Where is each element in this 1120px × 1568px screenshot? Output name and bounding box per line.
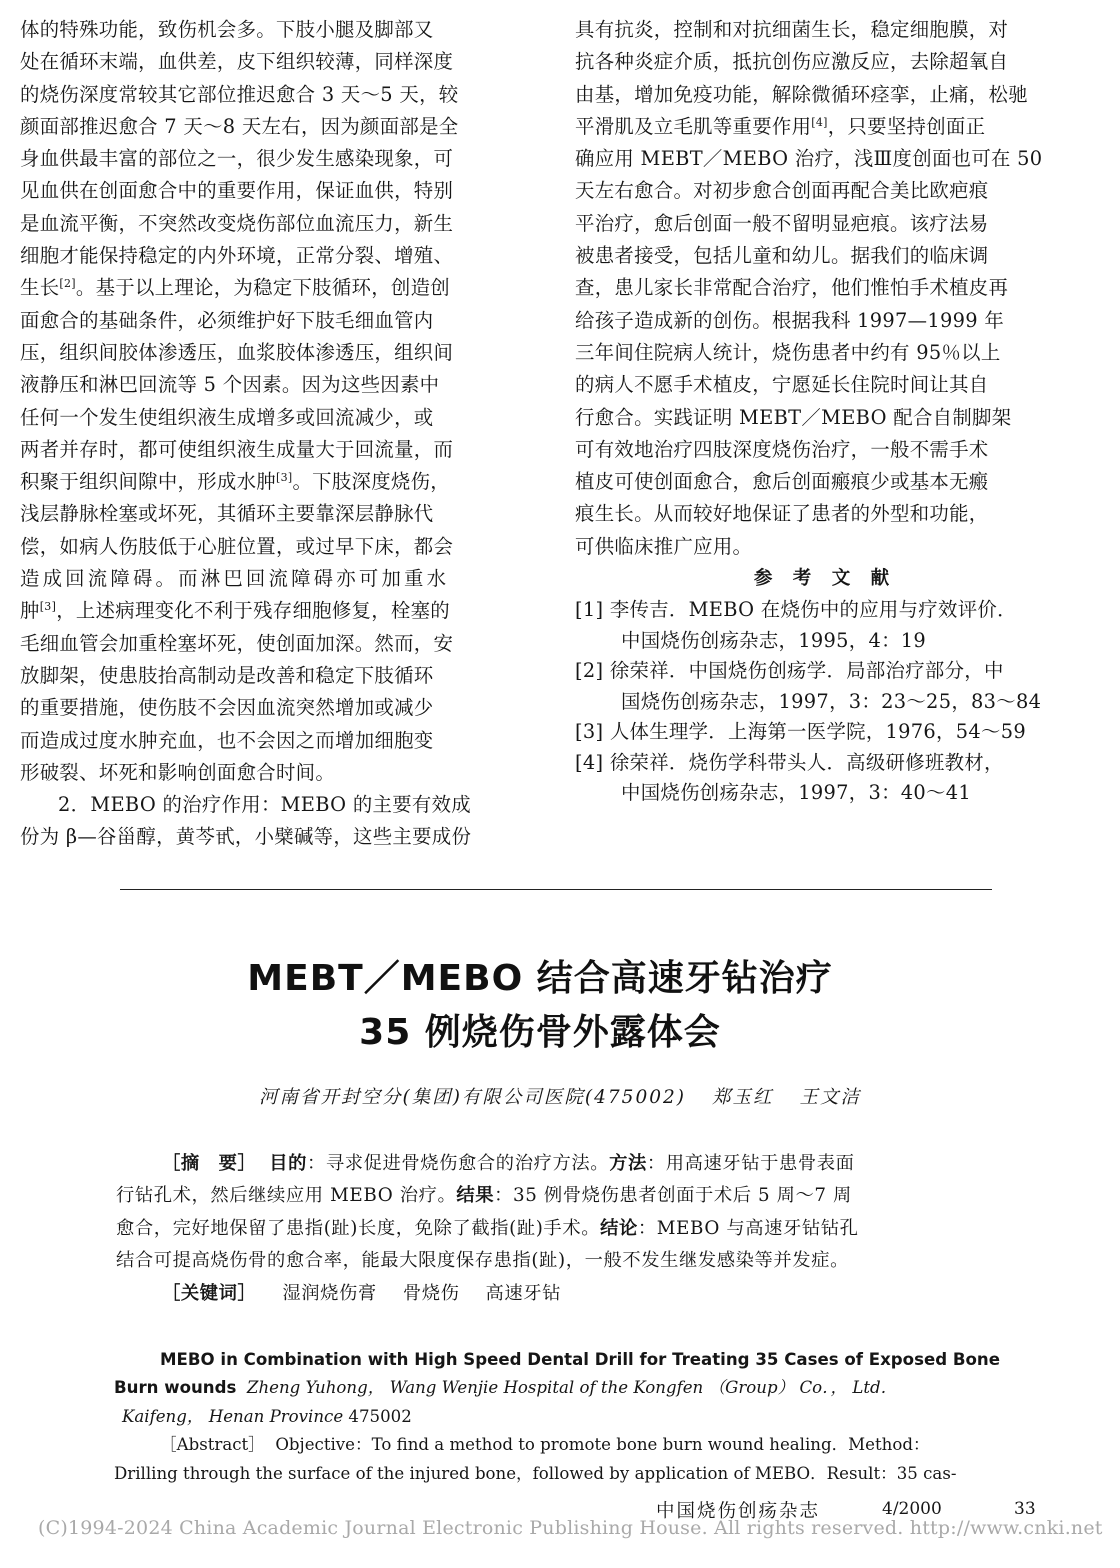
abstract-text: 行钻孔术，然后继续应用 MEBO 治疗。 — [116, 1185, 457, 1207]
text-line: 确应用 MEBT／MEBO 治疗，浅Ⅲ度创面也可在 50 — [575, 147, 1043, 171]
text-line — [575, 111, 1075, 143]
text-line: 痕生长。从而较好地保证了患者的外型和功能， — [575, 502, 989, 526]
copyright-watermark: (C)1994-2024 China Academic Journal Electronic Publishing House. All rights reserved. http://www.cnki.net — [38, 1517, 1103, 1539]
affiliation: 河南省开封空分(集团)有限公司医院(475002) — [258, 1087, 686, 1108]
keywords-line — [116, 1278, 986, 1310]
text-line: 由基，增加免疫功能，解除微循环痉挛，止痛，松驰 — [575, 82, 1028, 106]
right-column — [575, 14, 1075, 809]
text-line: 抗各种炎症介质，抵抗创伤应激反应，去除超氧自 — [575, 50, 1009, 74]
text-line: 2．MEBO 的治疗作用：MEBO 的主要有效成 — [58, 793, 471, 817]
footer-journal-name: 中国烧伤创疡杂志 — [656, 1501, 821, 1522]
english-title: MEBO in Combination with High Speed Dental Drill for Treating 35 Cases of Exposed Bone — [160, 1350, 1000, 1369]
text-line: 天左右愈合。对初步愈合创面再配合美比欧疤痕 — [575, 179, 989, 203]
abstract-line — [116, 1148, 986, 1180]
abstract-line — [116, 1180, 986, 1212]
abstract-line — [116, 1213, 986, 1245]
citation-ref: [2] — [59, 277, 76, 291]
reference-number: [4] — [575, 750, 604, 774]
english-abstract-text: Objective：To find a method to promote bone burn wound healing．Method： — [275, 1435, 930, 1455]
reference-number: [3] — [575, 720, 604, 744]
text-line: 平治疗，愈后创面一般不留明显疤痕。该疗法易 — [575, 211, 989, 235]
title-line: 35 例烧伤骨外露体会 — [359, 1012, 721, 1053]
text-line: 查，患儿家长非常配合治疗，他们惟怕手术植皮再 — [575, 276, 1009, 300]
reference-item — [575, 717, 1075, 748]
text-line: 造成回流障碍。而淋巴回流障碍亦可加重水 — [20, 567, 450, 591]
author-affiliation — [0, 1083, 1120, 1109]
reference-line: 中国烧伤创疡杂志，1995，4：19 — [621, 628, 927, 652]
author-name: 王文洁 — [799, 1087, 862, 1108]
article-title — [0, 952, 1080, 1060]
text-line: 见血供在创面愈合中的重要作用，保证血供，特别 — [20, 179, 454, 203]
text-line: 给孩子造成新的创伤。根据我科 1997—1999 年 — [575, 308, 1005, 332]
conclusion-label: 结论 — [600, 1217, 638, 1239]
english-title: Burn wounds — [114, 1378, 237, 1398]
reference-line — [575, 748, 1075, 779]
text-line: 可供临床推广应用。 — [575, 534, 753, 558]
reference-item — [575, 595, 1075, 656]
text-line: 的烧伤深度常较其它部位推迟愈合 3 天～5 天，较 — [20, 82, 459, 106]
text-line: 行愈合。实践证明 MEBT／MEBO 配合自制脚架 — [575, 405, 1012, 429]
text-line: 面愈合的基础条件，必须维护好下肢毛细血管内 — [20, 308, 434, 332]
text-line: 是血流平衡，不突然改变烧伤部位血流压力，新生 — [20, 211, 454, 235]
reference-text: 人体生理学．上海第一医学院，1976，54～59 — [609, 720, 1026, 744]
text-line: 被患者接受，包括儿童和幼儿。据我们的临床调 — [575, 244, 989, 268]
reference-line — [575, 717, 1075, 748]
text-fragment: ，上述病理变化不利于残存细胞修复，栓塞的 — [56, 599, 450, 623]
keyword: 骨烧伤 — [402, 1282, 460, 1304]
text-fragment: 平滑肌及立毛肌等重要作用 — [575, 114, 812, 138]
text-line: 任何一个发生使组织液生成增多或回流减少，或 — [20, 405, 434, 429]
references-heading: 参 考 文 献 — [753, 568, 897, 590]
reference-text: 徐荣祥．中国烧伤创疡学．局部治疗部分，中 — [609, 659, 1004, 683]
keyword: 湿润烧伤膏 — [282, 1282, 377, 1304]
text-fragment: 。基于以上理论，为稳定下肢循环，创造创 — [75, 276, 450, 300]
reference-item — [575, 748, 1075, 809]
english-abstract-line — [114, 1431, 984, 1459]
text-line: 放脚架，使患肢抬高制动是改善和稳定下肢循环 — [20, 663, 434, 687]
text-line: 偿，如病人伤肢低于心脏位置，或过早下床，都会 — [20, 534, 454, 558]
text-fragment: ，只要坚持创面正 — [827, 114, 986, 138]
title-line: MEBT／MEBO 结合高速牙钻治疗 — [247, 958, 833, 999]
abstract-line: 结合可提高烧伤骨的愈合率，能最大限度保存患指(趾)，一般不发生继发感染等并发症。 — [116, 1250, 849, 1272]
text-line: 三年间住院病人统计，烧伤患者中约有 95％以上 — [575, 340, 1001, 364]
text-line — [20, 466, 520, 498]
author-name: 郑玉红 — [711, 1087, 774, 1108]
objective-label: 目的 — [269, 1153, 307, 1174]
left-column — [20, 14, 520, 854]
text-line: 具有抗炎，控制和对抗细菌生长，稳定细胞膜，对 — [575, 18, 1009, 41]
reference-line: 中国烧伤创疡杂志，1997，3：40～41 — [621, 781, 972, 805]
reference-line — [575, 595, 1075, 626]
text-fragment: 积聚于组织间隙中，形成水肿 — [20, 470, 276, 494]
section-divider — [120, 889, 992, 890]
reference-line — [575, 656, 1075, 687]
text-line: 液静压和淋巴回流等 5 个因素。因为这些因素中 — [20, 373, 440, 397]
text-line: 可有效地治疗四肢深度烧伤治疗，一般不需手术 — [575, 437, 989, 461]
conclusion-text: ：MEBO 与高速牙钻钻孔 — [637, 1217, 859, 1239]
text-line: 植皮可使创面愈合，愈后创面瘢痕少或基本无瘢 — [575, 470, 989, 494]
text-fragment: 肿 — [20, 599, 40, 623]
reference-number: [2] — [575, 659, 604, 683]
result-label: 结果 — [456, 1185, 495, 1207]
reference-line: 国烧伤创疡杂志，1997，3：23～25，83～84 — [621, 689, 1042, 713]
text-line: 形破裂、坏死和影响创面愈合时间。 — [20, 760, 336, 784]
reference-item — [575, 656, 1075, 717]
objective-text: ：寻求促进骨烧伤愈合的治疗方法。 — [307, 1153, 610, 1174]
abstract-label: ［摘 要］ — [162, 1153, 257, 1174]
text-line: 颜面部推迟愈合 7 天～8 天左右，因为颜面部是全 — [20, 114, 459, 138]
postal-code: 475002 — [348, 1406, 412, 1426]
citation-ref: [4] — [811, 115, 828, 129]
reference-text: 徐荣祥．烧伤学科带头人．高级研修班教材， — [609, 750, 1004, 774]
text-line: 份为 β—谷甾醇，黄芩甙，小檗碱等，这些主要成份 — [20, 825, 472, 849]
text-line: 而造成过度水肿充血，也不会因之而增加细胞变 — [20, 728, 434, 752]
english-abstract-label: ［Abstract］ — [160, 1435, 265, 1455]
english-title-line — [114, 1346, 1000, 1374]
footer-issue: 4/2000 — [882, 1499, 942, 1519]
text-line: 压，组织间胶体渗透压，血浆胶体渗透压，组织间 — [20, 340, 454, 364]
english-location: Kaifeng， Henan Province — [122, 1406, 344, 1426]
text-line: 毛细血管会加重栓塞坏死，使创面加深。然而，安 — [20, 631, 454, 655]
text-fragment: 。下肢深度烧伤， — [292, 470, 450, 494]
text-line: 两者并存时，都可使组织液生成量大于回流量，而 — [20, 437, 454, 461]
page-number: 33 — [1014, 1499, 1036, 1519]
reference-text: 李传吉．MEBO 在烧伤中的应用与疗效评价． — [609, 598, 1017, 622]
english-affiliation-line — [114, 1403, 984, 1431]
reference-number: [1] — [575, 598, 604, 622]
abstract-text: 愈合，完好地保留了患指(趾)长度，免除了截指(趾)手术。 — [116, 1217, 601, 1239]
text-line: 身血供最丰富的部位之一，很少发生感染现象，可 — [20, 147, 454, 171]
keywords-label: ［关键词］ — [162, 1282, 257, 1304]
method-label: 方法 — [609, 1153, 647, 1174]
english-authors: Zheng Yuhong， Wang Wenjie Hospital of the Kongfen （Group） Co．， Ltd． — [246, 1378, 898, 1398]
text-line: 的病人不愿手术植皮，宁愿延长住院时间让其自 — [575, 373, 989, 397]
text-line: 浅层静脉栓塞或坏死，其循环主要靠深层静脉代 — [20, 502, 434, 526]
abstract-english — [114, 1346, 1000, 1488]
text-line: 细胞才能保持稳定的内外环境，正常分裂、增殖、 — [20, 244, 454, 268]
citation-ref: [3] — [39, 600, 57, 614]
citation-ref: [3] — [275, 471, 293, 485]
english-title-line — [114, 1374, 984, 1402]
text-line — [20, 595, 520, 627]
text-line: 处在循环末端，血供差，皮下组织较薄，同样深度 — [20, 50, 454, 74]
method-text: ：用高速牙钻于患骨表面 — [646, 1153, 855, 1174]
english-abstract-line: Drilling through the surface of the injured bone，followed by application of MEBO．Result：35 cas- — [114, 1463, 957, 1483]
text-line — [20, 272, 520, 304]
text-line: 的重要措施，使伤肢不会因血流突然增加或减少 — [20, 696, 434, 720]
abstract-chinese — [116, 1148, 986, 1310]
result-text: ：35 例骨烧伤患者创面于术后 5 周～7 周 — [494, 1185, 852, 1207]
text-fragment: 生长 — [20, 276, 60, 300]
text-line: 体的特殊功能，致伤机会多。下肢小腿及脚部又 — [20, 18, 434, 41]
keyword: 高速牙钻 — [485, 1282, 561, 1304]
